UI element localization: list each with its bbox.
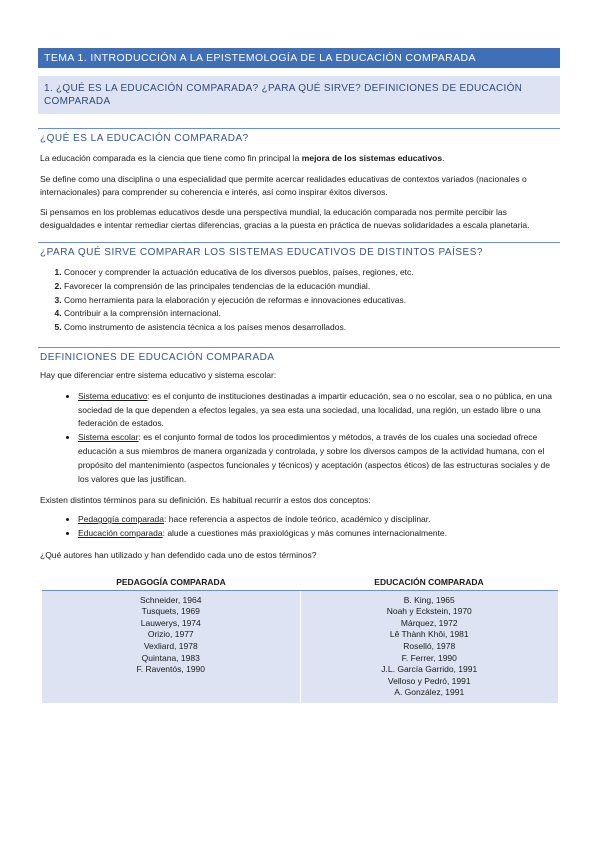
purpose-list [38, 266, 560, 335]
author-entry: F. Ferrer, 1990 [401, 652, 457, 663]
section-title-definitions: DEFINICIONES DE EDUCACIÓN COMPARADA [38, 347, 560, 365]
term: Sistema educativo [78, 390, 148, 401]
bold-phrase: mejora de los sistemas educativos [301, 153, 443, 163]
list-item: • Pedagogía comparada: hace referencia a aspectos de índole teórico, académico y disciplinar. [78, 513, 560, 527]
section-title-purpose: ¿PARA QUÉ SIRVE COMPARAR LOS SISTEMAS EDUCATIVOS DE DISTINTOS PAÍSES? [38, 242, 560, 260]
author-entry: Schneider, 1964 [140, 594, 202, 605]
document-page [38, 48, 560, 703]
paragraph-differentiate: Hay que diferenciar entre sistema educativo y sistema escolar: [40, 369, 277, 380]
table-header-pedagogia: PEDAGOGÍA COMPARADA [42, 574, 300, 591]
paragraph-terms-intro: Existen distintos términos para su definición. Es habitual recurrir a estos dos conceptos: [40, 495, 371, 506]
definitions-list [38, 390, 560, 487]
author-entry: Roselló, 1978 [403, 640, 456, 651]
author-entry: Orizio, 1977 [147, 629, 194, 640]
author-entry: Lê Thành Khôi, 1981 [389, 629, 469, 640]
list-item: • Sistema escolar: es el conjunto formal de todos los procedimientos y métodos, a través de los cuales una sociedad ofrece educación a sus miembros de manera organizada y controlada, y sobre los diversos campos de la actividad humana, con el propósito del mantenimiento (aspectos funcionales y técnicos) y aceptación (aspectos éticos) de las estructuras sociales y de los valores que las justifican. [78, 431, 560, 486]
author-entry: A. González, 1991 [394, 687, 465, 698]
author-entry: Tusquets, 1969 [141, 606, 200, 617]
question-banner: 1. ¿QUÉ ES LA EDUCACIÓN COMPARADA? ¿PARA QUÉ SIRVE? DEFINICIONES DE EDUCACIÓN COMPARADA [38, 76, 560, 114]
list-item: 5. Como instrumento de asistencia técnica a los países menos desarrollados. [64, 321, 560, 335]
author-entry: Velloso y Pedró, 1991 [387, 675, 471, 686]
term: Sistema escolar [78, 432, 139, 443]
list-item: • Sistema educativo: es el conjunto de instituciones destinadas a impartir educación, sea o no escolar, sea o no pública, en una sociedad de la que dependen a efectos legales, ya sea esta una sociedad, una localidad, una región, un estado libre o una federación de estados. [78, 390, 560, 431]
term: Pedagogía comparada [78, 514, 165, 525]
list-item: 2. Favorecer la comprensión de las principales tendencias de la educación mundial. [64, 280, 560, 294]
topic-banner: TEMA 1. INTRODUCCIÓN A LA EPISTEMOLOGÍA DE LA EDUCACIÓN COMPARADA [38, 48, 560, 68]
paragraph-global-perspective: Si pensamos en los problemas educativos desde una perspectiva mundial, la educación comparada nos permite percibir las desigualdades e intentar remediar ciertas diferencias, gracias a la puesta en práctica de nuevas solidaridades a escala planetaria. [40, 207, 530, 231]
term: Educación comparada [78, 527, 163, 538]
author-entry: Márquez, 1972 [400, 617, 458, 628]
author-entry: F. Raventós, 1990 [136, 664, 205, 675]
section-title-what-is: ¿QUÉ ES LA EDUCACIÓN COMPARADA? [38, 128, 560, 146]
table-column-educacion [300, 590, 558, 703]
author-entry: Quintana, 1983 [141, 652, 200, 663]
author-entry: Lauwerys, 1974 [140, 617, 201, 628]
paragraph-question: ¿Qué autores han utilizado y han defendido cada uno de estos términos? [40, 549, 317, 560]
paragraph-discipline: Se define como una disciplina o una especialidad que permite acercar realidades educativas de contextos variados (nacionales o internacionales) para comprender su coherencia e interés, así como inspirar éxitos diversos. [40, 173, 527, 197]
author-entry: J.L. García Garrido, 1991 [381, 664, 478, 675]
list-item: 4. Contribuir a la comprensión internacional. [64, 307, 560, 321]
list-item: • Educación comparada: alude a cuestiones más praxiológicas y más comunes internacionalmente. [78, 527, 560, 541]
table-header-educacion: EDUCACIÓN COMPARADA [300, 574, 558, 591]
authors-table [42, 574, 558, 703]
author-entry: Vexliard, 1978 [143, 640, 198, 651]
table-column-pedagogia [42, 590, 300, 703]
paragraph-definition: La educación comparada es la ciencia que tiene como fin principal la mejora de los sistemas educativos. [40, 153, 445, 163]
list-item: 1. Conocer y comprender la actuación educativa de los diversos pueblos, países, regiones, etc. [64, 266, 560, 280]
author-entry: B. King, 1965 [403, 594, 455, 605]
list-item: 3. Como herramienta para la elaboración y ejecución de reformas e innovaciones educativas. [64, 294, 560, 308]
author-entry: Noah y Eckstein, 1970 [386, 606, 472, 617]
terms-list [38, 513, 560, 541]
